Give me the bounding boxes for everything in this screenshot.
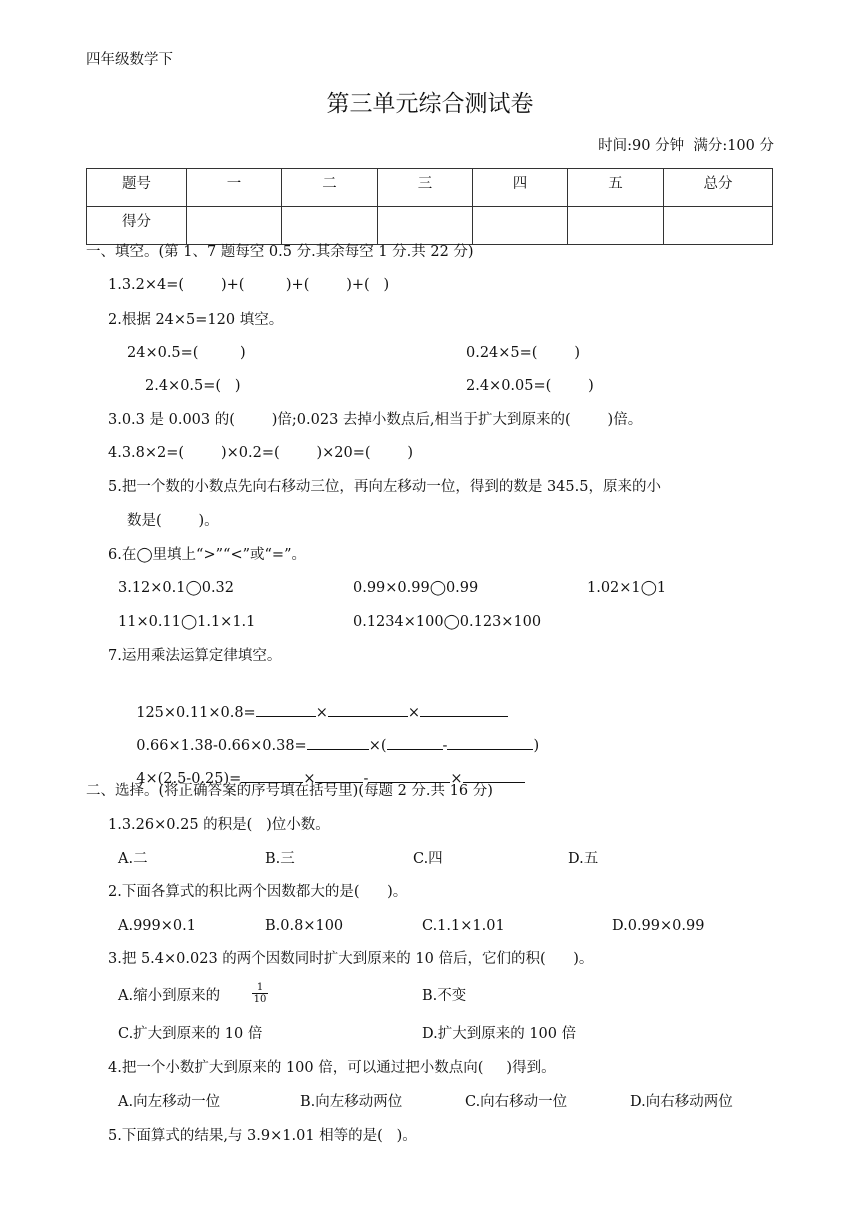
s2-q3-option-d[interactable]: D.扩大到原来的 100 倍 <box>422 1026 577 1042</box>
s2-q1-option-d[interactable]: D.五 <box>568 851 599 867</box>
s1-question-6: 6.在◯里填上“>”“<”或“=”。 <box>108 547 306 563</box>
s1-q2-item-b: 0.24×5=( ) <box>466 345 580 361</box>
score-header-cell: 题号 <box>87 169 187 207</box>
score-table-header-row <box>87 169 773 207</box>
score-header-cell: 五 <box>568 169 664 207</box>
s2-question-3: 3.把 5.4×0.023 的两个因数同时扩大到原来的 10 倍后，它们的积( )。 <box>108 951 594 967</box>
fraction-one-tenth <box>252 982 268 1005</box>
score-cell[interactable] <box>282 207 378 245</box>
left-paren: ( <box>380 738 387 754</box>
s1-question-4: 4.3.8×2=( )×0.2=( )×20=( ) <box>108 445 414 461</box>
right-paren: ) <box>533 738 540 754</box>
exam-meta: 时间:90 分钟 满分:100 分 <box>598 138 774 154</box>
s2-q4-option-d[interactable]: D.向右移动两位 <box>630 1094 733 1110</box>
s2-q2-option-a[interactable]: A.999×0.1 <box>118 918 196 934</box>
score-cell[interactable] <box>378 207 473 245</box>
page-title: 第三单元综合测试卷 <box>326 91 534 117</box>
times-sign: × <box>407 705 421 721</box>
s2-q4-option-c[interactable]: C.向右移动一位 <box>465 1094 568 1110</box>
s2-q4-option-a[interactable]: A.向左移动一位 <box>118 1094 221 1110</box>
s2-q1-option-a[interactable]: A.二 <box>118 851 148 867</box>
s2-q3-option-c[interactable]: C.扩大到原来的 10 倍 <box>118 1026 263 1042</box>
s2-q3-option-b[interactable]: B.不变 <box>422 988 467 1004</box>
s2-q2-option-d[interactable]: D.0.99×0.99 <box>612 918 705 934</box>
s1-question-3: 3.0.3 是 0.003 的( )倍;0.023 去掉小数点后,相当于扩大到原来的( )倍。 <box>108 412 643 428</box>
s1-question-5-line2: 数是( )。 <box>127 513 219 529</box>
fraction-denominator: 10 <box>253 994 267 1005</box>
s1-q2-item-a: 24×0.5=( ) <box>127 345 246 361</box>
grade-label: 四年级数学下 <box>86 52 173 68</box>
q7-lead: 0.66×1.38-0.66×0.38= <box>136 738 307 754</box>
score-table-score-row <box>87 207 773 245</box>
s1-q6-item-e: 0.1234×100◯0.123×100 <box>353 614 542 630</box>
minus-sign: - <box>363 771 369 787</box>
s2-question-4: 4.把一个小数扩大到原来的 100 倍，可以通过把小数点向( )得到。 <box>108 1060 556 1076</box>
score-table <box>86 168 773 245</box>
s1-question-1: 1.3.2×4=( )+( )+( )+( ) <box>108 277 390 293</box>
s2-q4-option-b[interactable]: B.向左移动两位 <box>300 1094 403 1110</box>
score-header-cell: 三 <box>378 169 473 207</box>
score-cell[interactable] <box>664 207 773 245</box>
times-sign: × <box>303 771 316 787</box>
minus-sign: - <box>442 738 448 754</box>
s1-question-7: 7.运用乘法运算定律填空。 <box>108 648 282 664</box>
s1-q6-item-c: 1.02×1◯1 <box>587 580 667 596</box>
s2-question-1: 1.3.26×0.25 的积是( )位小数。 <box>108 817 330 833</box>
section1-heading: 一、填空。(第 1、7 题每空 0.5 分.其余每空 1 分.共 22 分) <box>86 244 474 260</box>
times-sign: × <box>368 738 381 754</box>
times-sign: × <box>450 771 463 787</box>
s2-question-5: 5.下面算式的结果,与 3.9×1.01 相等的是( )。 <box>108 1128 417 1144</box>
s1-question-5-line1: 5.把一个数的小数点先向右移动三位，再向左移动一位，得到的数是 345.5，原来的小 <box>108 479 661 495</box>
q7-lead: 4×(2.5-0.25)= <box>136 771 242 787</box>
score-row-label: 得分 <box>87 207 187 245</box>
s1-q6-item-b: 0.99×0.99◯0.99 <box>353 580 479 596</box>
s1-q2-item-d: 2.4×0.05=( ) <box>466 378 594 394</box>
s2-q2-option-c[interactable]: C.1.1×1.01 <box>422 918 505 934</box>
s2-q1-option-c[interactable]: C.四 <box>413 851 443 867</box>
score-header-cell: 总分 <box>664 169 773 207</box>
score-header-cell: 二 <box>282 169 378 207</box>
s2-q2-option-b[interactable]: B.0.8×100 <box>265 918 344 934</box>
s1-q2-item-c: 2.4×0.5=( ) <box>145 378 241 394</box>
s2-question-2: 2.下面各算式的积比两个因数都大的是( )。 <box>108 884 408 900</box>
fraction-numerator: 1 <box>252 982 268 994</box>
s1-q6-item-a: 3.12×0.1◯0.32 <box>118 580 235 596</box>
score-cell[interactable] <box>568 207 664 245</box>
score-header-cell: 四 <box>473 169 568 207</box>
s2-q1-option-b[interactable]: B.三 <box>265 851 295 867</box>
times-sign: × <box>315 705 328 721</box>
q7-lead: 125×0.11×0.8= <box>136 705 256 721</box>
s2-q3-option-a[interactable]: A.缩小到原来的 <box>118 988 221 1004</box>
s1-question-2: 2.根据 24×5=120 填空。 <box>108 312 284 328</box>
s1-q6-item-d: 11×0.11◯1.1×1.1 <box>118 614 256 630</box>
score-header-cell: 一 <box>187 169 282 207</box>
section2-heading: 二、选择。(将正确答案的序号填在括号里)(每题 2 分.共 16 分) <box>86 783 493 799</box>
score-cell[interactable] <box>187 207 282 245</box>
score-cell[interactable] <box>473 207 568 245</box>
